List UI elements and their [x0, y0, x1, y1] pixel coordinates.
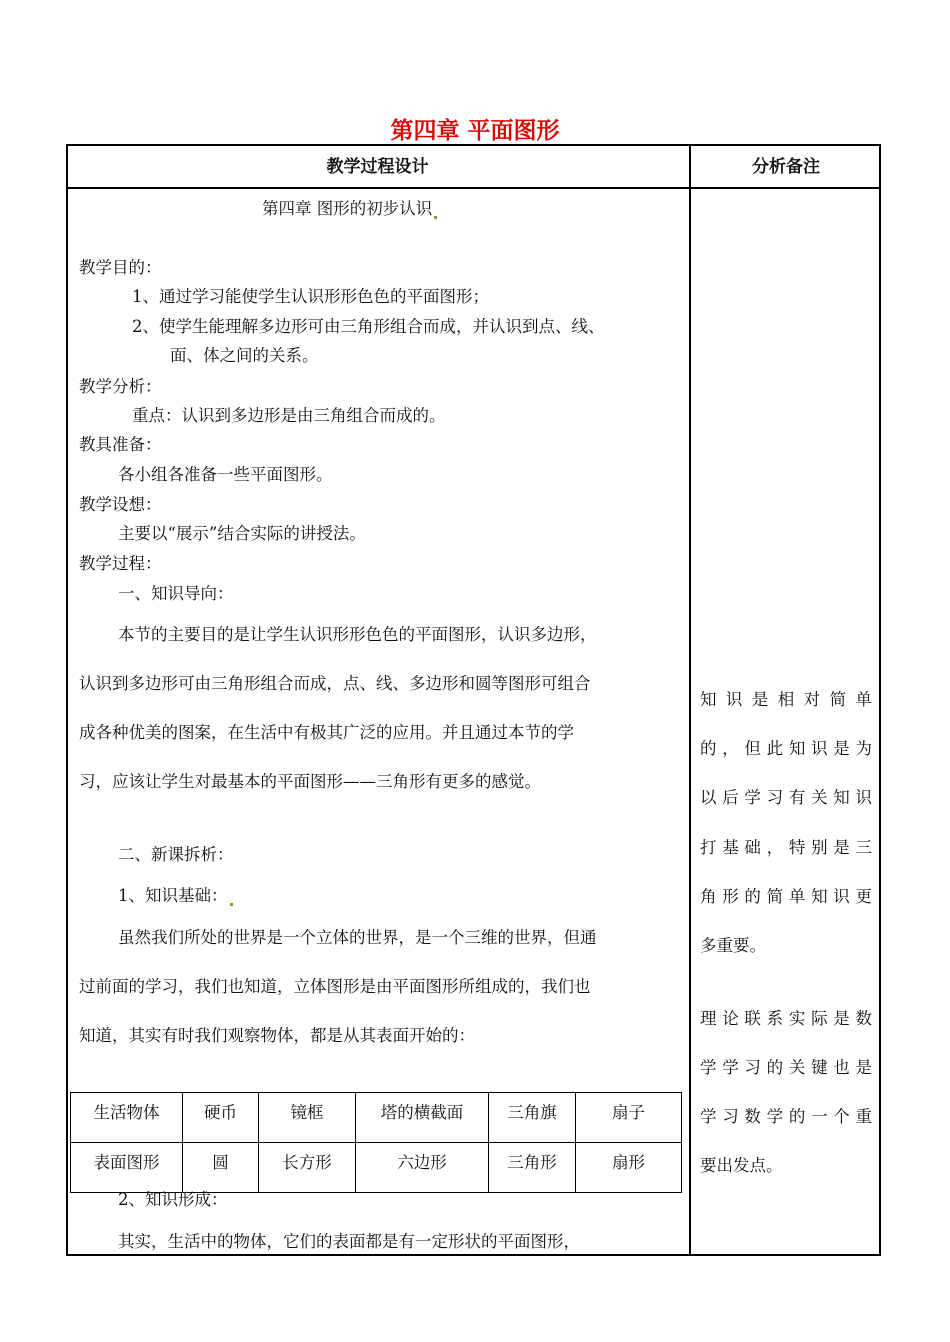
chapter-heading: 第四章 图形的初步认识: [262, 199, 437, 219]
para1-line1: 本节的主要目的是让学生认识形形色色的平面图形，认识多边形，: [118, 625, 597, 644]
analysis-text: 重点：认识到多边形是由三角组合而成的。: [132, 406, 446, 425]
table-cell: 硬币: [183, 1093, 259, 1143]
note-line: 知识是相对简单: [700, 690, 872, 709]
table-cell: 三角旗: [489, 1093, 576, 1143]
para1-line3: 成各种优美的图案，在生活中有极其广泛的应用。并且通过本节的学: [79, 723, 574, 742]
section-knowledge-orientation: 一、知识导向：: [118, 584, 234, 603]
sub-knowledge-basis: 1、知识基础：: [118, 886, 233, 906]
table-cell: 塔的横截面: [356, 1093, 489, 1143]
note-line: 打基础，特别是三: [700, 838, 872, 857]
idea-text: 主要以“展示”结合实际的讲授法。: [118, 524, 366, 543]
objectives-label: 教学目的：: [79, 258, 162, 277]
table-cell: 扇子: [576, 1093, 682, 1143]
table-cell: 镜框: [259, 1093, 356, 1143]
table-cell: 三角形: [489, 1143, 576, 1193]
table-cell: 长方形: [259, 1143, 356, 1193]
header-process-design: 教学过程设计: [326, 157, 429, 177]
stray-mark: [434, 216, 437, 219]
column-divider: [689, 144, 691, 1256]
para2-line2: 过前面的学习，我们也知道，立体图形是由平面图形所组成的，我们也: [79, 977, 591, 996]
table-cell: 表面图形: [71, 1143, 183, 1193]
process-label: 教学过程：: [79, 554, 162, 573]
note-line: 学习数学的一个重: [700, 1107, 872, 1126]
document-title: 第四章 平面图形: [390, 118, 560, 144]
note-line: 要出发点。: [700, 1156, 783, 1175]
tools-text: 各小组各准备一些平面图形。: [118, 465, 333, 484]
note-line: 角形的简单知识更: [700, 887, 872, 906]
object-surface-table: [70, 1092, 682, 1193]
table-row: [71, 1143, 682, 1193]
tools-label: 教具准备：: [79, 435, 162, 454]
para3-line1: 其实，生活中的物体，它们的表面都是有一定形状的平面图形，: [118, 1232, 580, 1251]
para2-line3: 知道，其实有时我们观察物体，都是从其表面开始的：: [79, 1026, 475, 1045]
analysis-label: 教学分析：: [79, 377, 162, 396]
header-analysis-notes: 分析备注: [752, 157, 820, 177]
table-cell: 六边形: [356, 1143, 489, 1193]
section-new-lesson: 二、新课拆析：: [118, 845, 234, 864]
table-cell: 扇形: [576, 1143, 682, 1193]
header-divider: [66, 187, 881, 189]
note-line: 多重要。: [700, 936, 766, 955]
stray-mark: [230, 903, 233, 906]
note-line: 以后学习有关知识: [700, 788, 872, 807]
idea-label: 教学设想：: [79, 495, 162, 514]
sub-knowledge-formation: 2、知识形成：: [118, 1190, 228, 1209]
table-cell: 圆: [183, 1143, 259, 1193]
objective-2: 2、使学生能理解多边形可由三角形组合而成，并认识到点、线、: [132, 317, 605, 336]
para1-line2: 认识到多边形可由三角形组合而成，点、线、多边形和圆等图形可组合: [79, 674, 591, 693]
table-row: [71, 1093, 682, 1143]
note-line: 理论联系实际是数: [700, 1009, 872, 1028]
objective-1: 1、通过学习能使学生认识形形色色的平面图形；: [132, 287, 489, 306]
para1-line4: 习，应该让学生对最基本的平面图形——三角形有更多的感觉。: [79, 772, 541, 791]
note-line: 的，但此知识是为: [700, 739, 872, 758]
note-line: 学学习的关键也是: [700, 1058, 872, 1077]
objective-2-cont: 面、体之间的关系。: [170, 346, 319, 365]
para2-line1: 虽然我们所处的世界是一个立体的世界，是一个三维的世界，但通: [118, 928, 597, 947]
table-cell: 生活物体: [71, 1093, 183, 1143]
